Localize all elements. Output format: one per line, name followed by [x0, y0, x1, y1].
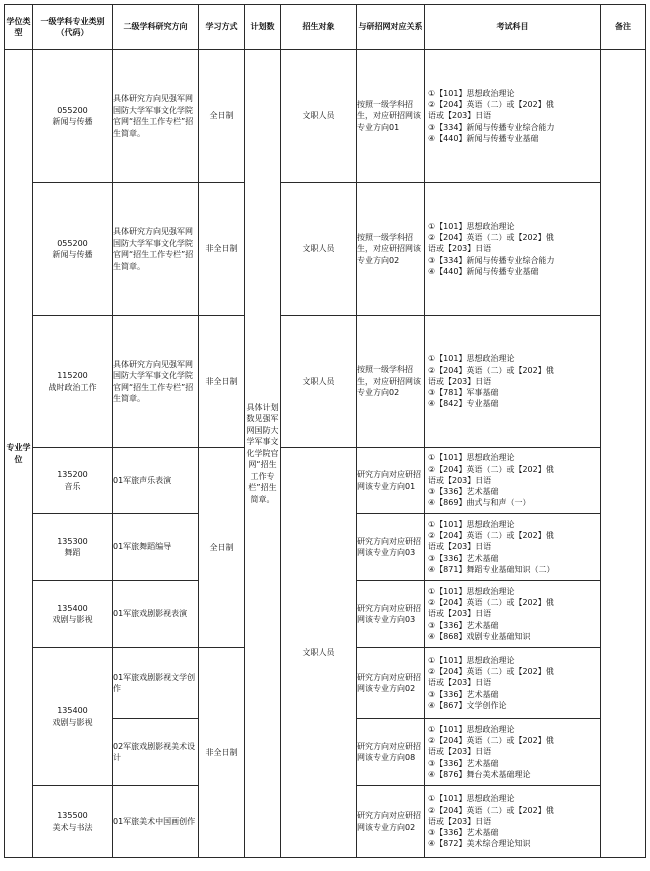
exam-line: ③【336】艺术基础 — [428, 553, 499, 563]
exam-line: ①【101】思想政治理论 — [428, 519, 515, 529]
exam-line: ①【101】思想政治理论 — [428, 794, 515, 804]
exam-line: ③【334】新闻与传播专业综合能力 — [428, 255, 555, 265]
major-cell — [33, 514, 113, 581]
direction-cell: 01军旅美术中国画创作 — [113, 786, 199, 858]
exam-subjects-cell — [425, 719, 601, 786]
header-exams: 考试科目 — [425, 5, 601, 50]
exam-line: ①【101】思想政治理论 — [428, 221, 515, 231]
header-first-level: 一级学科专业类别（代码） — [33, 5, 113, 50]
header-study-mode: 学习方式 — [199, 5, 245, 50]
exam-line: 语或【203】日语 — [428, 475, 492, 485]
major-name: 新闻与传播 — [52, 117, 93, 126]
study-mode-cell: 非全日制 — [199, 316, 245, 448]
exam-line: ④【876】舞台美术基础理论 — [428, 769, 531, 779]
admissions-table — [4, 4, 646, 858]
relation-cell: 按照一级学科招生，对应研招网该专业方向02 — [357, 183, 425, 316]
direction-cell: 01军旅戏剧影视文学创作 — [113, 648, 199, 719]
exam-subjects-cell — [425, 514, 601, 581]
direction-cell: 01军旅声乐表演 — [113, 448, 199, 514]
exam-line: ④【868】戏剧专业基础知识 — [428, 631, 531, 641]
target-cell: 文职人员 — [281, 183, 357, 316]
degree-type-cell — [5, 50, 33, 858]
exam-subjects-cell — [425, 648, 601, 719]
exam-line: 语或【203】日语 — [428, 816, 492, 826]
exam-line: ①【101】思想政治理论 — [428, 724, 515, 734]
exam-line: 语或【203】日语 — [428, 111, 492, 121]
direction-cell: 具体研究方向见强军网国防大学军事文化学院官网“招生工作专栏”招生简章。 — [113, 50, 199, 183]
exam-subjects-cell — [425, 448, 601, 514]
major-code: 055200 — [57, 238, 88, 248]
exam-line: ②【204】英语（二）或【202】俄 — [428, 100, 554, 110]
exam-line: 语或【203】日语 — [428, 678, 492, 688]
exam-line: ④【871】舞蹈专业基础知识（二） — [428, 564, 555, 574]
exam-line: ①【101】思想政治理论 — [428, 453, 515, 463]
exam-line: ②【204】英语（二）或【202】俄 — [428, 233, 554, 243]
plan-note: 具体计划数见强军网国防大学军事文化学院官网“招生工作专栏”招生简章。 — [246, 402, 279, 504]
direction-cell: 具体研究方向见强军网国防大学军事文化学院官网“招生工作专栏”招生简章。 — [113, 316, 199, 448]
study-mode-cell: 非全日制 — [199, 648, 245, 858]
major-code: 135500 — [57, 811, 88, 820]
major-cell — [33, 648, 113, 786]
exam-line: ④【440】新闻与传播专业基础 — [428, 266, 539, 276]
header-second-level: 二级学科研究方向 — [113, 5, 199, 50]
header-target: 招生对象 — [281, 5, 357, 50]
direction-cell: 具体研究方向见强军网国防大学军事文化学院官网“招生工作专栏”招生简章。 — [113, 183, 199, 316]
header-remarks: 备注 — [601, 5, 646, 50]
exam-line: ③【336】艺术基础 — [428, 828, 499, 838]
exam-line: 语或【203】日语 — [428, 244, 492, 254]
table-row — [5, 316, 646, 448]
target-cell: 文职人员 — [281, 316, 357, 448]
header-row — [5, 5, 646, 50]
major-code: 055200 — [57, 105, 88, 115]
exam-line: 语或【203】日语 — [428, 747, 492, 757]
major-code: 135400 — [57, 706, 88, 715]
direction-cell: 01军旅戏剧影视表演 — [113, 581, 199, 648]
exam-subjects-cell — [425, 183, 601, 316]
exam-line: ③【336】艺术基础 — [428, 620, 499, 630]
exam-line: ②【204】英语（二）或【202】俄 — [428, 365, 554, 375]
exam-line: 语或【203】日语 — [428, 542, 492, 552]
relation-cell: 研究方向对应研招网该专业方向03 — [357, 514, 425, 581]
degree-type-label: 专业学位 — [6, 443, 31, 464]
remarks-cell — [601, 50, 646, 858]
relation-cell: 研究方向对应研招网该专业方向03 — [357, 581, 425, 648]
exam-line: 语或【203】日语 — [428, 609, 492, 619]
admissions-table-sheet — [4, 4, 645, 866]
major-cell — [33, 50, 113, 183]
study-mode-cell: 非全日制 — [199, 183, 245, 316]
major-cell — [33, 316, 113, 448]
exam-line: ④【867】文学创作论 — [428, 700, 507, 710]
exam-line: ④【872】美术综合理论知识 — [428, 839, 531, 849]
exam-line: ④【869】曲式与和声（一） — [428, 498, 531, 508]
relation-cell: 研究方向对应研招网该专业方向01 — [357, 448, 425, 514]
major-name: 戏剧与影视 — [52, 615, 93, 624]
relation-cell: 研究方向对应研招网该专业方向02 — [357, 648, 425, 719]
table-row — [5, 448, 646, 514]
table-row — [5, 50, 646, 183]
direction-cell: 01军旅舞蹈编导 — [113, 514, 199, 581]
major-name: 音乐 — [64, 481, 81, 491]
exam-line: ②【204】英语（二）或【202】俄 — [428, 805, 554, 815]
exam-line: ④【440】新闻与传播专业基础 — [428, 133, 539, 143]
major-name: 新闻与传播 — [52, 250, 93, 259]
relation-cell: 按照一级学科招生，对应研招网该专业方向02 — [357, 316, 425, 448]
major-cell — [33, 183, 113, 316]
header-plan-count: 计划数 — [245, 5, 281, 50]
major-name: 戏剧与影视 — [52, 717, 93, 727]
exam-line: ②【204】英语（二）或【202】俄 — [428, 531, 554, 541]
exam-line: ②【204】英语（二）或【202】俄 — [428, 667, 554, 677]
relation-cell: 研究方向对应研招网该专业方向08 — [357, 719, 425, 786]
exam-line: ③【336】艺术基础 — [428, 689, 499, 699]
exam-line: ①【101】思想政治理论 — [428, 88, 515, 98]
major-name: 美术与书法 — [52, 822, 93, 832]
exam-subjects-cell — [425, 50, 601, 183]
direction-cell: 02军旅戏剧影视美术设计 — [113, 719, 199, 786]
major-cell — [33, 786, 113, 858]
plan-count-cell — [245, 50, 281, 858]
header-degree-type: 学位类型 — [5, 5, 33, 50]
exam-line: ①【101】思想政治理论 — [428, 354, 515, 364]
major-cell — [33, 581, 113, 648]
exam-line: ②【204】英语（二）或【202】俄 — [428, 736, 554, 746]
exam-line: ④【842】专业基础 — [428, 399, 499, 409]
exam-line: ③【781】军事基础 — [428, 388, 499, 398]
exam-subjects-cell — [425, 316, 601, 448]
target-cell: 文职人员 — [281, 50, 357, 183]
target-cell: 文职人员 — [281, 448, 357, 858]
major-code: 135400 — [57, 603, 88, 613]
exam-subjects-cell — [425, 581, 601, 648]
exam-subjects-cell — [425, 786, 601, 858]
header-relation: 与研招网对应关系 — [357, 5, 425, 50]
relation-cell: 按照一级学科招生，对应研招网该专业方向01 — [357, 50, 425, 183]
major-cell — [33, 448, 113, 514]
exam-line: 语或【203】日语 — [428, 376, 492, 386]
exam-line: ①【101】思想政治理论 — [428, 586, 515, 596]
exam-line: ①【101】思想政治理论 — [428, 655, 515, 665]
major-name: 舞蹈 — [64, 548, 81, 557]
exam-line: ③【334】新闻与传播专业综合能力 — [428, 122, 555, 132]
exam-line: ③【336】艺术基础 — [428, 758, 499, 768]
major-code: 115200 — [57, 371, 88, 380]
study-mode-cell: 全日制 — [199, 50, 245, 183]
exam-line: ②【204】英语（二）或【202】俄 — [428, 598, 554, 608]
exam-line: ②【204】英语（二）或【202】俄 — [428, 464, 554, 474]
exam-line: ③【336】艺术基础 — [428, 487, 499, 497]
major-code: 135200 — [57, 470, 88, 479]
relation-cell: 研究方向对应研招网该专业方向02 — [357, 786, 425, 858]
major-name: 战时政治工作 — [48, 382, 97, 392]
table-row — [5, 183, 646, 316]
major-code: 135300 — [57, 536, 88, 546]
study-mode-cell: 全日制 — [199, 448, 245, 648]
